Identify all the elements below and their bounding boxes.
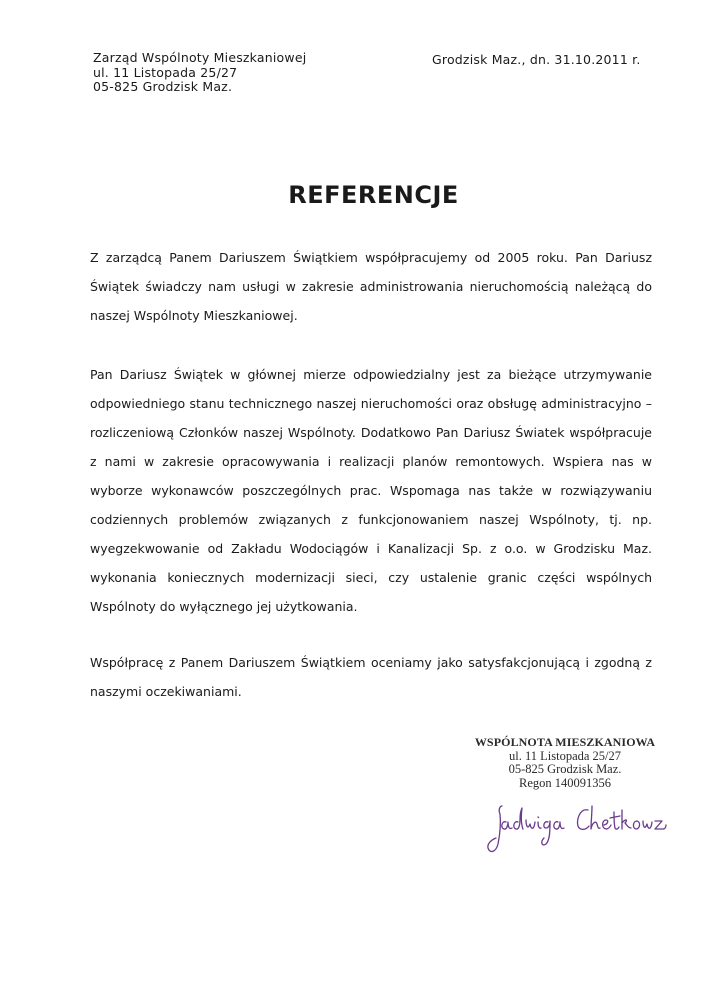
stamp-city: 05-825 Grodzisk Maz.	[508, 762, 622, 776]
document-title: REFERENCJE	[288, 181, 459, 209]
sender-address	[93, 51, 306, 95]
stamp-street: ul. 11 Listopada 25/27	[508, 748, 622, 763]
association-stamp	[470, 736, 660, 790]
place-and-date: Grodzisk Maz., dn. 31.10.2011 r.	[432, 52, 641, 67]
paragraph-2: Pan Dariusz Świątek w głównej mierze odpowiedzialny jest za bieżące utrzymywanie odpowiedniego stanu technicznego naszej nieruchomości oraz obsługę administracyjno – rozliczeniową Członków naszej Wspólnoty. Dodatkowo Pan Dariusz Światek współpracuje z nami w zakresie opracowywania i realizacji planów remontowych. Wspiera nas w wyborze wykonawców poszczególnych prac. Wspomaga nas także w rozwiązywaniu codziennych problemów związanych z funkcjonowaniem naszej Wspólnoty, tj. np. wyegzekwowanie od Zakładu Wodociągów i Kanalizacji Sp. z o.o. w Grodzisku Maz. wykonania koniecznych modernizacji sieci, czy ustalenie granic części wspólnych Wspólnoty do wyłącznego jej użytkowania.	[90, 367, 652, 614]
sender-city: 05-825 Grodzisk Maz.	[93, 79, 233, 94]
stamp-title: WSPÓLNOTA MIESZKANIOWA	[474, 735, 656, 749]
paragraph-1: Z zarządcą Panem Dariuszem Świątkiem współpracujemy od 2005 roku. Pan Dariusz Świątek świadczy nam usługi w zakresie administrowania nieruchomością należącą do naszej Wspólnoty Mieszkaniowej.	[90, 250, 652, 323]
sender-street: ul. 11 Listopada 25/27	[93, 64, 238, 80]
paragraph-3: Współpracę z Panem Dariuszem Świątkiem oceniamy jako satysfakcjonującą i zgodną z naszymi oczekiwaniami.	[90, 655, 652, 699]
handwritten-signature	[480, 800, 670, 860]
stamp-regon: Regon 140091356	[518, 775, 611, 790]
signature-strokes	[488, 806, 666, 851]
sender-name: Zarząd Wspólnoty Mieszkaniowej	[93, 50, 307, 65]
